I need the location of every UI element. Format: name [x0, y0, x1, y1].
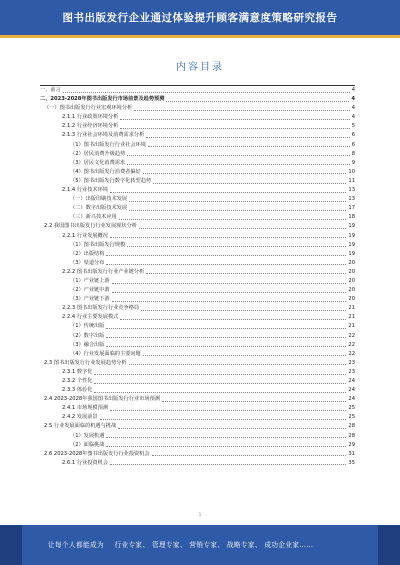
toc-entry[interactable] [40, 150, 355, 159]
toc-leader-dots [162, 400, 346, 402]
toc-entry-page: 13 [347, 186, 355, 195]
toc-leader-dots [106, 327, 346, 329]
report-title: 图书出版发行企业通过体验提升顾客满意度策略研究报告 [62, 12, 338, 24]
toc-entry[interactable] [40, 313, 355, 322]
header-banner [0, 0, 400, 35]
toc-entry[interactable] [40, 277, 355, 286]
toc-entry-label: 2.2.4 行业主要发展模式 [62, 313, 119, 322]
toc-entry-page: 4 [350, 95, 355, 104]
toc-leader-dots [110, 409, 346, 411]
toc-entry[interactable] [40, 95, 355, 104]
toc-leader-dots [106, 254, 346, 256]
toc-entry-label: 2.4 2023-2028年我国图书出版发行行业市场预测 [44, 395, 161, 404]
toc-leader-dots [94, 382, 346, 384]
toc-leader-dots [143, 172, 347, 174]
toc-leader-dots [127, 163, 350, 165]
toc-entry[interactable] [40, 241, 355, 250]
toc-entry-page: 28 [347, 422, 355, 431]
toc-entry-label: （3）融合出版 [70, 341, 105, 350]
toc-leader-dots [112, 291, 347, 293]
toc-entry-page: 20 [347, 295, 355, 304]
toc-leader-dots [106, 345, 346, 347]
toc-entry-page: 4 [351, 104, 355, 113]
toc-entry-page: 23 [347, 359, 355, 368]
toc-entry-label: （2）产业链中游 [70, 286, 111, 295]
toc-entry-page: 24 [347, 386, 355, 395]
toc-leader-dots [94, 373, 346, 375]
toc-entry-label: 2.6.1 行业投资机会 [62, 459, 109, 468]
toc-leader-dots [112, 282, 347, 284]
toc-entry-label: 一、前言 [40, 86, 62, 95]
toc-entry[interactable] [40, 286, 355, 295]
toc-leader-dots [143, 354, 347, 356]
toc-entry-page: 17 [347, 204, 355, 213]
toc-entry-label: 2.1.4 行业技术环境 [62, 186, 109, 195]
toc-entry-label: （1）图书出版发行行业社会环境 [70, 141, 147, 150]
toc-leader-dots [106, 445, 346, 447]
toc-entry-label: 2.2.1 行业发展概况 [62, 232, 109, 241]
toc-entry-label: （1）发展机遇 [70, 432, 105, 441]
toc-entry[interactable] [40, 168, 355, 177]
toc-entry[interactable] [40, 459, 355, 468]
footer-accent-left [0, 525, 22, 565]
toc-entry-page: 6 [351, 141, 355, 150]
toc-entry-page: 24 [347, 395, 355, 404]
toc-entry-page: 8 [351, 150, 355, 159]
toc-entry[interactable] [40, 341, 355, 350]
toc-entry[interactable] [40, 450, 355, 459]
toc-entry-label: （1）产业链上游 [70, 277, 111, 286]
toc-entry-label: 2.2.3 图书出版发行行业竞争格局 [62, 304, 140, 313]
toc-entry-page: 11 [347, 177, 355, 186]
toc-leader-dots [148, 145, 350, 147]
toc-entry[interactable] [40, 368, 355, 377]
toc-leader-dots [166, 100, 349, 102]
toc-leader-dots [110, 463, 346, 465]
toc-entry-label: 2.3.1 数字化 [62, 368, 93, 377]
toc-leader-dots [141, 309, 346, 311]
toc-entry-label: 2.1.3 行业社会环境及消费需求分析 [62, 131, 145, 140]
toc-entry-label: （三）新兴技术应用 [70, 213, 118, 222]
toc-entry[interactable] [40, 85, 355, 95]
toc-leader-dots [106, 336, 346, 338]
toc-leader-dots [120, 118, 349, 120]
toc-entry[interactable] [40, 222, 355, 231]
toc-entry-label: 2.1.1 行业政策环境分析 [62, 113, 119, 122]
toc-entry[interactable] [40, 259, 355, 268]
toc-entry-page: 25 [347, 413, 355, 422]
toc-entry-page: 22 [347, 350, 355, 359]
toc-leader-dots [127, 245, 346, 247]
toc-entry-page: 4 [351, 113, 355, 122]
toc-entry-page: 19 [347, 250, 355, 259]
toc-entry-page: 6 [351, 131, 355, 140]
toc-entry-page: 21 [347, 322, 355, 331]
toc-entry-page: 4 [351, 86, 355, 95]
toc-entry-label: （1）图书出版发行规模 [70, 241, 126, 250]
toc-entry-label: （2）居民消费升级趋势 [70, 150, 126, 159]
toc-entry[interactable] [40, 232, 355, 241]
toc-entry-label: 2.4.1 市场规模预测 [62, 404, 109, 413]
toc-entry[interactable] [40, 413, 355, 422]
table-of-contents [40, 85, 355, 468]
toc-entry[interactable] [40, 359, 355, 368]
footer-lead: 让每个人都能成为 [48, 541, 104, 549]
toc-entry[interactable] [40, 159, 355, 168]
toc-leader-dots [129, 200, 346, 202]
toc-entry[interactable] [40, 350, 355, 359]
toc-entry-label: （一）图书出版发行行业宏观环境分析 [44, 104, 133, 113]
toc-entry-page: 18 [347, 213, 355, 222]
toc-leader-dots [152, 454, 347, 456]
toc-entry-page: 19 [347, 222, 355, 231]
toc-leader-dots [129, 363, 347, 365]
toc-leader-dots [106, 436, 346, 438]
toc-entry-label: （3）产业链下游 [70, 295, 111, 304]
toc-leader-dots [127, 154, 350, 156]
footer-banner [0, 525, 400, 565]
toc-entry-page: 19 [347, 232, 355, 241]
toc-entry[interactable] [40, 250, 355, 259]
toc-entry-label: 2.5 行业发展面临的机遇与挑战 [44, 422, 117, 431]
toc-entry-label: （3）渠道分布 [70, 259, 105, 268]
toc-entry-page: 29 [347, 441, 355, 450]
toc-entry-label: （一）出版印刷技术发展 [70, 195, 128, 204]
toc-leader-dots [110, 236, 346, 238]
toc-entry[interactable] [40, 141, 355, 150]
toc-entry-page: 10 [347, 168, 355, 177]
toc-entry[interactable] [40, 395, 355, 404]
toc-entry-page: 5 [351, 122, 355, 131]
footer-accent-right [378, 525, 400, 565]
toc-leader-dots [120, 127, 349, 129]
toc-entry[interactable] [40, 422, 355, 431]
header-accent-line [0, 35, 400, 38]
toc-entry[interactable] [40, 177, 355, 186]
toc-entry[interactable] [40, 332, 355, 341]
toc-entry-page: 21 [347, 304, 355, 313]
footer-slogan: 让每个人都能成为 行业专家、 管理专家、 营销专家、 战略专家、 成功企业家…… [48, 541, 314, 549]
toc-entry-label: （2）数字出版 [70, 332, 105, 341]
toc-entry[interactable] [40, 322, 355, 331]
toc-entry-label: （3）居民文化消费需求 [70, 159, 126, 168]
toc-entry[interactable] [40, 304, 355, 313]
toc-entry-page: 23 [347, 368, 355, 377]
toc-entry-label: 2.2 我国图书出版发行行业发展现状分析 [44, 222, 138, 231]
toc-leader-dots [94, 391, 346, 393]
toc-entry-label: （二）数字出版技术发展 [70, 204, 128, 213]
toc-heading: 内容目录 [176, 62, 224, 73]
toc-leader-dots [146, 272, 346, 274]
toc-entry-page: 20 [347, 286, 355, 295]
toc-entry-page: 24 [347, 377, 355, 386]
toc-leader-dots [118, 427, 346, 429]
toc-leader-dots [119, 218, 347, 220]
toc-entry-page: 13 [347, 195, 355, 204]
toc-entry-page: 25 [347, 404, 355, 413]
toc-entry-label: 2.3.3 体验化 [62, 386, 93, 395]
toc-entry-label: （4）图书出版发行消费者偏好 [70, 168, 142, 177]
toc-entry[interactable] [40, 204, 355, 213]
toc-entry[interactable] [40, 441, 355, 450]
toc-entry-page: 19 [347, 241, 355, 250]
footer-item: 管理专家 [151, 541, 180, 549]
toc-entry[interactable] [40, 432, 355, 441]
toc-leader-dots [112, 300, 347, 302]
page-number: 1 [198, 512, 202, 517]
toc-entry-label: （2）出版结构 [70, 250, 105, 259]
toc-entry[interactable] [40, 386, 355, 395]
toc-entry-label: （4）行业发展面临的主要问题 [70, 350, 142, 359]
toc-leader-dots [139, 227, 346, 229]
footer-item: 营销专家 [189, 541, 218, 549]
toc-entry-page: 28 [347, 432, 355, 441]
toc-leader-dots [106, 263, 346, 265]
toc-leader-dots [134, 109, 349, 111]
toc-entry[interactable] [40, 404, 355, 413]
toc-leader-dots [129, 209, 346, 211]
toc-entry-page: 20 [347, 268, 355, 277]
toc-entry-label: 2.6 2023-2028年图书出版发行行业投资机会 [44, 450, 151, 459]
toc-entry[interactable] [40, 113, 355, 122]
toc-entry-label: 2.3.2 个性化 [62, 377, 93, 386]
toc-entry[interactable] [40, 122, 355, 131]
toc-leader-dots [146, 136, 349, 138]
toc-entry[interactable] [40, 377, 355, 386]
toc-entry[interactable] [40, 104, 355, 113]
toc-leader-dots [153, 182, 346, 184]
toc-entry[interactable] [40, 268, 355, 277]
toc-entry[interactable] [40, 295, 355, 304]
footer-item: 行业专家 [114, 541, 143, 549]
toc-entry[interactable] [40, 195, 355, 204]
toc-entry-page: 31 [347, 450, 355, 459]
toc-entry-page: 22 [347, 341, 355, 350]
toc-entry-label: （2）面临挑战 [70, 441, 105, 450]
toc-entry-page: 9 [351, 159, 355, 168]
toc-entry-label: 二、2023-2028年图书出版发行市场前景及趋势预测 [40, 95, 165, 104]
toc-entry-label: 2.4.2 发展前景 [62, 413, 99, 422]
toc-entry[interactable] [40, 213, 355, 222]
toc-leader-dots [120, 318, 346, 320]
toc-entry-label: 2.2.2 图书出版发行行业产业链分析 [62, 268, 145, 277]
toc-entry-label: 2.3 图书出版发行行业发展趋势分析 [44, 359, 128, 368]
toc-entry-page: 20 [347, 277, 355, 286]
toc-leader-dots [63, 91, 350, 93]
footer-item: 战略专家 [226, 541, 255, 549]
toc-entry-page: 20 [347, 259, 355, 268]
footer-item: 成功企业家…… [264, 541, 314, 549]
toc-entry-page: 21 [347, 313, 355, 322]
toc-entry-page: 22 [347, 332, 355, 341]
toc-leader-dots [110, 191, 346, 193]
toc-leader-dots [100, 418, 347, 420]
toc-entry-page: 35 [347, 459, 355, 468]
toc-entry-label: （1）传统出版 [70, 322, 105, 331]
toc-entry[interactable] [40, 186, 355, 195]
toc-entry-label: （5）图书出版发行数字化转型趋势 [70, 177, 152, 186]
toc-entry-label: 2.1.2 行业经济环境分析 [62, 122, 119, 131]
toc-entry[interactable] [40, 131, 355, 140]
